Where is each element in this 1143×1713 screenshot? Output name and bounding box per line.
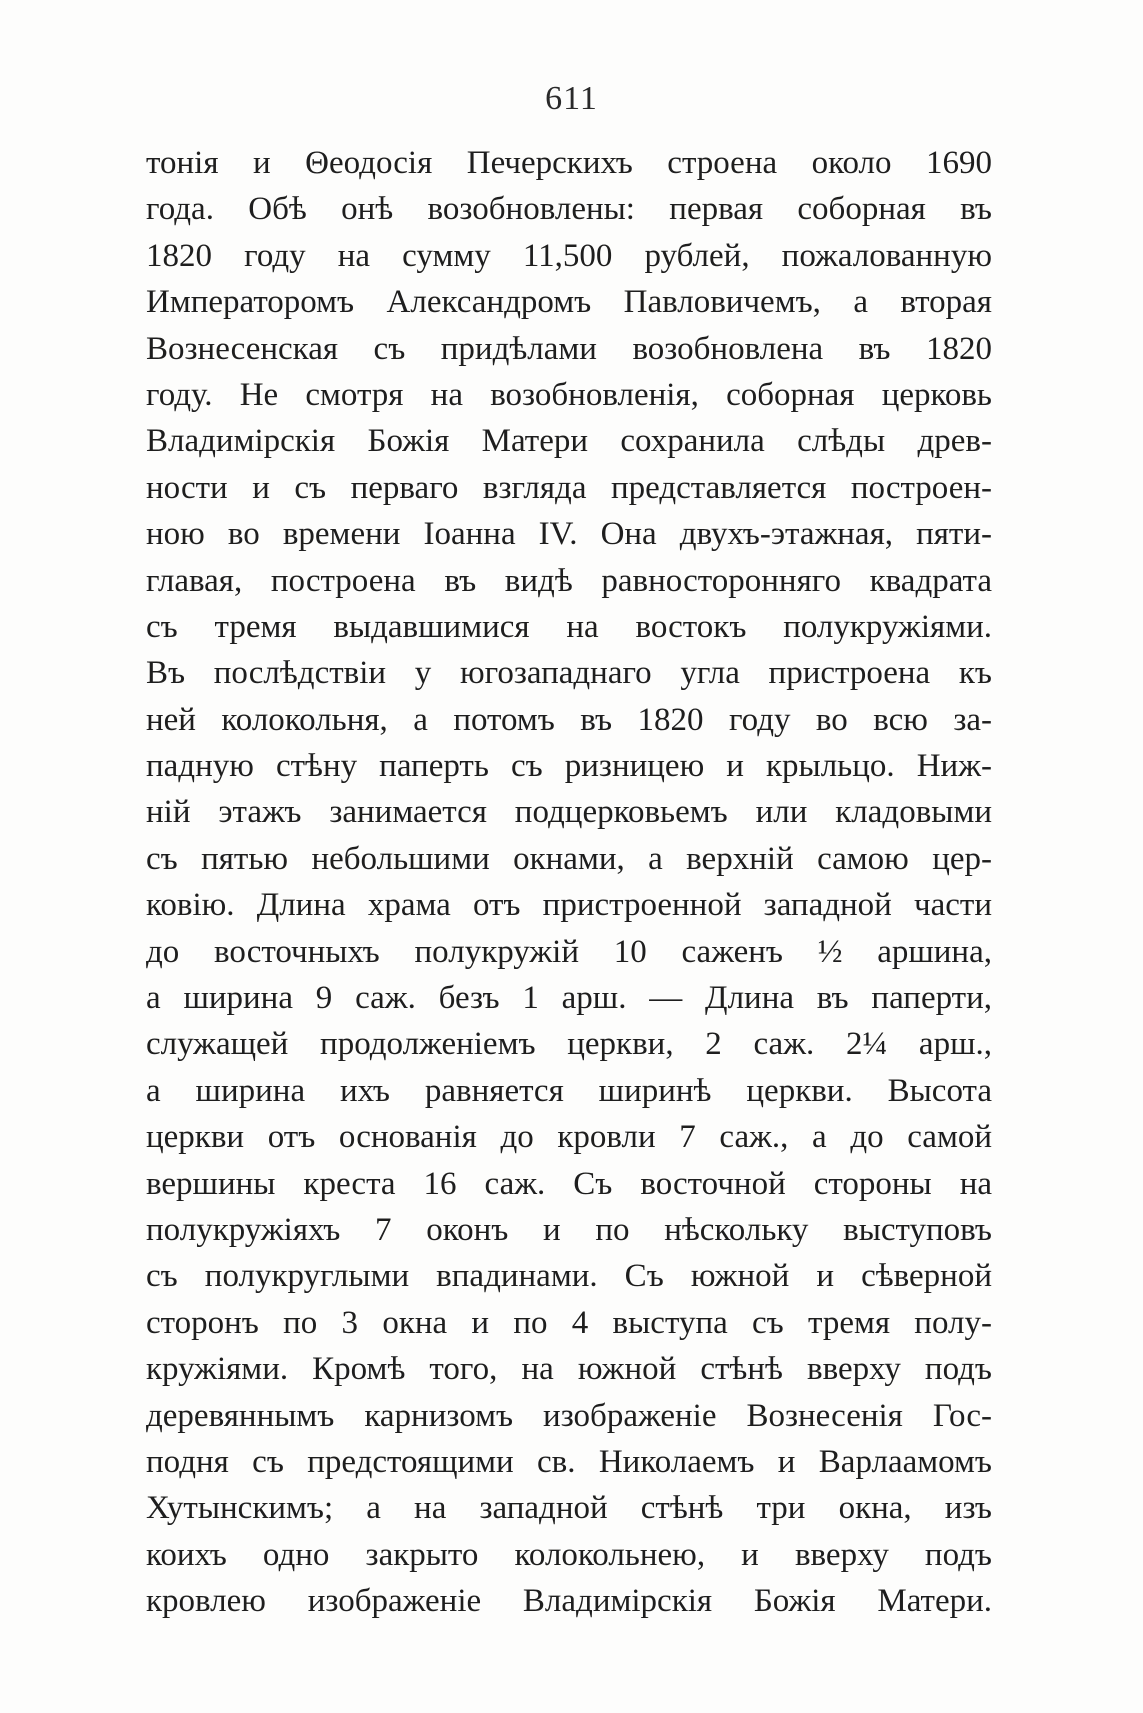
- text-line: 1820 году на сумму 11,500 рублей, пожалованную: [146, 237, 992, 274]
- text-line: кружіями. Кромѣ того, на южной стѣнѣ вверху подъ: [146, 1351, 992, 1388]
- text-line: Хутынскимъ; а на западной стѣнѣ три окна, изъ: [146, 1490, 992, 1527]
- text-line: Вознесенская съ придѣлами возобновлена въ 1820: [146, 330, 992, 367]
- text-line: съ тремя выдавшимися на востокъ полукружіями.: [146, 608, 992, 645]
- text-line: коихъ одно закрыто колокольнею, и вверху подъ: [146, 1536, 992, 1573]
- page-number: 611: [545, 80, 598, 117]
- text-line: падную стѣну паперть съ ризницею и крыльцо. Ниж-: [146, 748, 992, 785]
- text-line: тонія и Θеодосія Печерскихъ строена около 1690: [146, 145, 992, 181]
- text-line: Въ послѣдствіи у югозападнаго угла пристроена къ: [146, 655, 992, 692]
- text-line: а ширина ихъ равняется ширинѣ церкви. Высота: [146, 1072, 992, 1109]
- text-line: ною во времени Іоанна IV. Она двухъ-этажная, пяти-: [146, 516, 992, 553]
- text-line: году. Не смотря на возобновленія, соборная церковь: [146, 376, 992, 413]
- text-line: ній этажъ занимается подцерковьемъ или кладовыми: [146, 794, 992, 831]
- text-line: сторонъ по 3 окна и по 4 выступа съ тремя полу-: [146, 1304, 992, 1341]
- text-line: Императоромъ Александромъ Павловичемъ, а вторая: [146, 284, 992, 321]
- text-line: а ширина 9 саж. безъ 1 арш. — Длина въ паперти,: [146, 980, 992, 1017]
- text-line: ней колокольня, а потомъ въ 1820 году во всю за-: [146, 701, 992, 738]
- text-line: года. Обѣ онѣ возобновлены: первая соборная въ: [146, 191, 992, 228]
- text-line: подня съ предстоящими св. Николаемъ и Варлаамомъ: [146, 1443, 992, 1480]
- text-line: кровлею изображеніе Владимірскія Божія Матери.: [146, 1583, 992, 1620]
- text-line: деревяннымъ карнизомъ изображеніе Вознесенія Гос-: [146, 1397, 992, 1434]
- text-line: главая, построена въ видѣ равносторонняго квадрата: [146, 562, 992, 599]
- text-line: служащей продолженіемъ церкви, 2 саж. 2¼ арш.,: [146, 1026, 992, 1063]
- text-line: съ полукруглыми впадинами. Съ южной и сѣверной: [146, 1258, 992, 1295]
- body-text: [146, 140, 992, 1625]
- text-line: полукружіяхъ 7 оконъ и по нѣскольку выступовъ: [146, 1211, 992, 1248]
- text-line: ности и съ перваго взгляда представляется построен-: [146, 469, 992, 506]
- text-line: ковію. Длина храма отъ пристроенной западной части: [146, 887, 992, 924]
- text-line: Владимірскія Божія Матери сохранила слѣды древ-: [146, 423, 992, 460]
- text-line: вершины креста 16 саж. Съ восточной стороны на: [146, 1165, 992, 1202]
- text-line: до восточныхъ полукружій 10 саженъ ½ аршина,: [146, 933, 992, 970]
- text-line: съ пятью небольшими окнами, а верхній самою цер-: [146, 840, 992, 877]
- text-line: церкви отъ основанія до кровли 7 саж., а до самой: [146, 1119, 992, 1156]
